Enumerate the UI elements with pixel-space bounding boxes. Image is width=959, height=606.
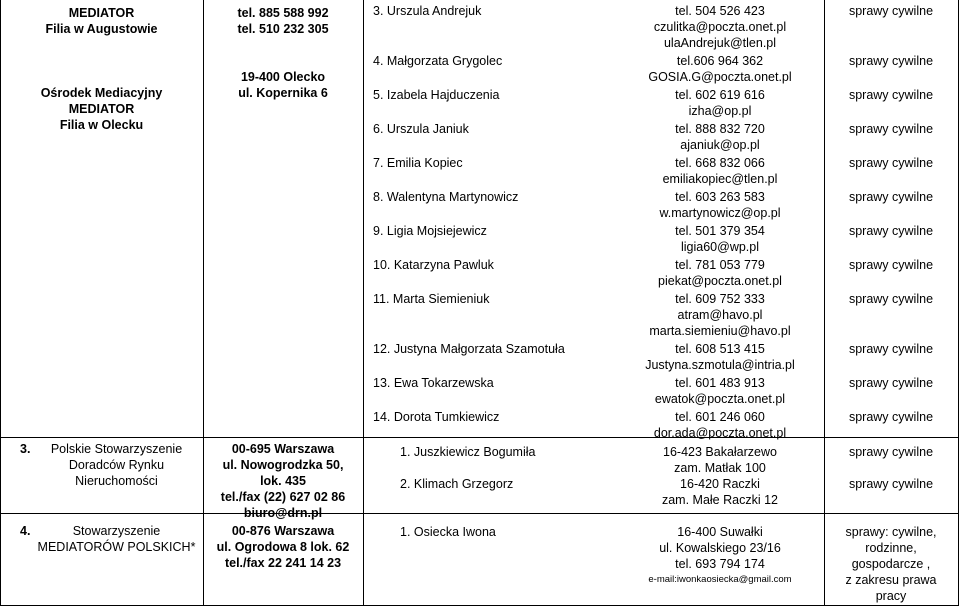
mediator-phone: tel. 504 526 423	[675, 4, 765, 18]
mediator-email: piekat@poczta.onet.pl	[658, 274, 782, 288]
org-name: MEDIATOR	[68, 102, 135, 116]
org-name: Nieruchomości	[75, 474, 158, 488]
mediator-name: 4. Małgorzata Grygolec	[373, 54, 503, 68]
org-contact: lok. 435	[260, 474, 306, 488]
org-contact: ul. Kopernika 6	[238, 86, 328, 100]
mediator-scope: sprawy cywilne	[848, 4, 934, 18]
mediator-email: atram@havo.pl	[677, 308, 763, 322]
mediator-address: 16-420 Raczki	[680, 477, 760, 491]
mediator-address: ul. Kowalskiego 23/16	[659, 541, 781, 555]
org-contact: tel. 510 232 305	[237, 22, 329, 36]
mediator-name: 5. Izabela Hajduczenia	[373, 88, 500, 102]
mediator-email: w.martynowicz@op.pl	[659, 206, 781, 220]
mediator-scope: sprawy cywilne	[848, 122, 934, 136]
org-name: Polskie Stowarzyszenie	[50, 442, 183, 456]
mediator-phone: tel. 693 794 174	[675, 557, 765, 571]
mediator-scope: pracy	[875, 589, 907, 603]
org-contact: 00-876 Warszawa	[231, 524, 335, 538]
mediator-scope: sprawy cywilne	[848, 477, 934, 491]
mediator-phone: tel. 668 832 066	[675, 156, 765, 170]
mediator-name: 12. Justyna Małgorzata Szamotuła	[373, 342, 565, 356]
mediator-email: Justyna.szmotula@intria.pl	[645, 358, 795, 372]
org-contact: tel. 885 588 992	[237, 6, 329, 20]
mediator-phone: tel. 608 513 415	[675, 342, 765, 356]
org-name: MEDIATORÓW POLSKICH*	[37, 540, 196, 554]
mediator-name: 10. Katarzyna Pawluk	[373, 258, 494, 272]
mediator-name: 8. Walentyna Martynowicz	[373, 190, 519, 204]
org-contact: 00-695 Warszawa	[231, 442, 335, 456]
mediator-email: e-mail:iwonkaosiecka@gmail.com	[648, 574, 792, 585]
org-name: Doradców Rynku	[68, 458, 165, 472]
mediator-scope: sprawy cywilne	[848, 342, 934, 356]
mediator-scope: sprawy cywilne	[848, 292, 934, 306]
mediator-name: 13. Ewa Tokarzewska	[373, 376, 494, 390]
mediator-scope: sprawy cywilne	[848, 54, 934, 68]
mediator-phone: tel. 601 483 913	[675, 376, 765, 390]
mediator-phone: tel. 888 832 720	[675, 122, 765, 136]
mediator-email: ewatok@poczta.onet.pl	[654, 392, 786, 406]
mediator-phone: tel. 609 752 333	[675, 292, 765, 306]
org-name: Ośrodek Mediacyjny	[40, 86, 163, 100]
mediator-phone: tel. 603 263 583	[675, 190, 765, 204]
row-divider	[0, 513, 959, 514]
org-contact: tel./fax (22) 627 02 86	[220, 490, 346, 504]
mediator-name: 14. Dorota Tumkiewicz	[373, 410, 500, 424]
org-contact: ul. Nowogrodzka 50,	[222, 458, 344, 472]
mediator-email: ulaAndrejuk@tlen.pl	[663, 36, 777, 50]
mediator-scope: sprawy cywilne	[848, 190, 934, 204]
mediator-scope: sprawy cywilne	[848, 224, 934, 238]
mediator-name: 3. Urszula Andrejuk	[373, 4, 482, 18]
mediator-scope: gospodarcze ,	[851, 557, 931, 571]
org-contact: tel./fax 22 241 14 23	[224, 556, 342, 570]
mediator-address: zam. Małe Raczki 12	[661, 493, 778, 507]
column-divider	[363, 0, 364, 606]
org-name: MEDIATOR	[68, 6, 135, 20]
mediator-phone: tel. 602 619 616	[675, 88, 765, 102]
mediator-phone: tel. 781 053 779	[675, 258, 765, 272]
mediator-name: 7. Emilia Kopiec	[373, 156, 463, 170]
mediator-phone: tel.606 964 362	[676, 54, 764, 68]
mediator-name: 6. Urszula Janiuk	[373, 122, 469, 136]
mediator-email: ajaniuk@op.pl	[680, 138, 760, 152]
mediator-email: izha@op.pl	[688, 104, 752, 118]
mediator-email: emiliakopiec@tlen.pl	[662, 172, 778, 186]
row-divider	[0, 437, 363, 438]
mediator-name: 2. Klimach Grzegorz	[400, 477, 514, 491]
mediator-email: GOSIA.G@poczta.onet.pl	[648, 70, 792, 84]
mediator-scope: sprawy cywilne	[848, 410, 934, 424]
mediator-email: czulitka@poczta.onet.pl	[653, 20, 787, 34]
mediator-phone: tel. 601 246 060	[675, 410, 765, 424]
mediator-phone: tel. 501 379 354	[675, 224, 765, 238]
row-number: 3.	[20, 442, 31, 456]
mediator-email: dor.ada@poczta.onet.pl	[653, 426, 787, 440]
org-contact: ul. Ogrodowa 8 lok. 62	[216, 540, 350, 554]
org-contact: biuro@drn.pl	[243, 506, 323, 520]
mediator-address: zam. Matłak 100	[674, 461, 766, 475]
mediator-scope: rodzinne,	[865, 541, 917, 555]
mediator-scope: sprawy cywilne	[848, 258, 934, 272]
mediator-address: 16-400 Suwałki	[677, 525, 763, 539]
mediator-scope: z zakresu prawa	[845, 573, 937, 587]
mediator-scope: sprawy cywilne	[848, 376, 934, 390]
org-contact: 19-400 Olecko	[240, 70, 326, 84]
mediator-name: 1. Juszkiewicz Bogumiła	[400, 445, 536, 459]
mediator-address: 16-423 Bakałarzewo	[663, 445, 777, 459]
mediator-email: ligia60@wp.pl	[680, 240, 759, 254]
org-name: Filia w Augustowie	[45, 22, 158, 36]
mediator-name: 1. Osiecka Iwona	[400, 525, 496, 539]
org-name: Stowarzyszenie	[72, 524, 161, 538]
mediator-name: 11. Marta Siemieniuk	[373, 292, 490, 306]
mediator-name: 9. Ligia Mojsiejewicz	[373, 224, 487, 238]
mediator-scope: sprawy cywilne	[848, 445, 934, 459]
mediator-scope: sprawy cywilne	[848, 88, 934, 102]
row-number: 4.	[20, 524, 31, 538]
org-name: Filia w Olecku	[59, 118, 144, 132]
mediator-email: marta.siemieniu@havo.pl	[649, 324, 791, 338]
mediator-scope: sprawy cywilne	[848, 156, 934, 170]
mediator-scope: sprawy: cywilne,	[845, 525, 937, 539]
